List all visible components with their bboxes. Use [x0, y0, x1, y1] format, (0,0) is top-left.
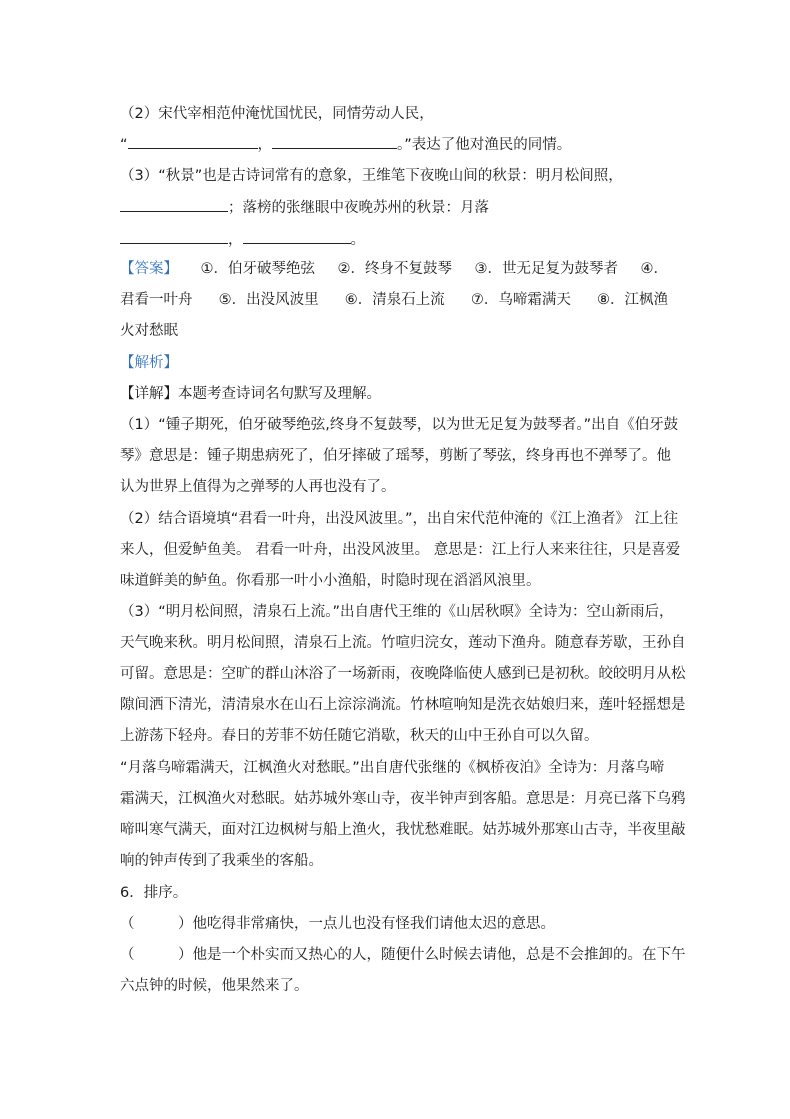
para4-line: 啼叫寒气满天，面对江边枫树与船上渔火，我忧愁难眠。姑苏城外那寒山古寺，半夜里敲 — [120, 822, 686, 838]
q6-title: 6．排序。 — [120, 885, 188, 901]
q6-item-2-line: （ ）他是一个朴实而又热心的人，随便什么时候去请他，总是不会推卸的。在下午 — [120, 947, 686, 963]
answer-item: ⑧．江枫渔 — [597, 292, 668, 308]
answer-row-3: 火对愁眠 — [120, 323, 178, 339]
q3-line3 — [120, 229, 365, 250]
q3-line2 — [120, 197, 489, 218]
q2-line1: （2）宋代宰相范仲淹忧国忧民，同情劳动人民， — [120, 106, 434, 122]
q2-line2 — [120, 134, 571, 155]
detail-line: 【详解】本题考查诗词名句默写及理解。 — [120, 386, 381, 402]
q3-blank-2[interactable] — [120, 229, 228, 244]
answer-item: ③．世无足复为鼓琴者 — [474, 261, 618, 277]
para2-line: 来人，但爱鲈鱼美。 君看一叶舟，出没风波里。 意思是：江上行人来来往往，只是喜爱 — [120, 542, 681, 558]
answer-item: ⑥．清泉石上流 — [344, 292, 445, 308]
answer-item: ⑤．出没风波里 — [218, 292, 319, 308]
q3-end: 。 — [350, 232, 365, 248]
q3-line1: （3）“秋景”也是古诗词常有的意象，王维笔下夜晚山间的秋景：明月松间照， — [120, 168, 623, 184]
para2-line: 味道鲜美的鲈鱼。你看那一叶小小渔船，时隐时现在滔滔风浪里。 — [120, 573, 541, 589]
q3-comma: ， — [228, 232, 243, 248]
answer-item: ①．伯牙破琴绝弦 — [200, 261, 315, 277]
q2-comma: ， — [257, 137, 273, 153]
para3-line: 可留。意思是：空旷的群山沐浴了一场新雨，夜晚降临使人感到已是初秋。皎皎明月从松 — [120, 666, 686, 682]
q6-item-2-line: 六点钟的时候，他果然来了。 — [120, 978, 309, 994]
q3-line2-tail: ；落榜的张继眼中夜晚苏州的秋景：月落 — [228, 200, 489, 216]
answer-item: ④． — [640, 261, 668, 277]
para4-line: “月落乌啼霜满天，江枫渔火对愁眠。”出自唐代张继的《枫桥夜泊》全诗为：月落乌啼 — [120, 760, 665, 776]
answer-item: ②．终身不复鼓琴 — [337, 261, 452, 277]
para3-line: 隙间洒下清光，清清泉水在山石上淙淙淌流。竹林喧响知是洗衣姑娘归来，莲叶轻摇想是 — [120, 697, 686, 713]
q3-blank-1[interactable] — [120, 197, 228, 212]
q2-blank-1[interactable] — [128, 134, 258, 149]
para3-line: 上游荡下轻舟。春日的芳菲不妨任随它消歇，秋天的山中王孙自可以久留。 — [120, 728, 599, 744]
para1-line: 琴》意思是：锺子期患病死了，伯牙摔破了瑶琴，剪断了琴弦，终身再也不弹琴了。他 — [120, 448, 671, 464]
answer-item: ⑦．乌啼霜满天 — [470, 292, 571, 308]
para3-line: （3）“明月松间照，清泉石上流。”出自唐代王维的《山居秋暝》全诗为：空山新雨后， — [120, 604, 674, 620]
analysis-label: 【解析】 — [120, 355, 178, 371]
para4-line: 霜满天，江枫渔火对愁眠。姑苏城外寒山寺，夜半钟声到客船。意思是：月亮已落下乌鸦 — [120, 791, 686, 807]
q2-blank-2[interactable] — [272, 134, 397, 149]
para4-line: 响的钟声传到了我乘坐的客船。 — [120, 853, 323, 869]
para1-line: 认为世界上值得为之弹琴的人再也没有了。 — [120, 479, 396, 495]
para3-line: 天气晚来秋。明月松间照，清泉石上流。竹喧归浣女，莲动下渔舟。随意春芳歇，王孙自 — [120, 635, 686, 651]
q3-blank-3[interactable] — [243, 229, 351, 244]
q6-item-1: （ ）他吃得非常痛快，一点儿也没有怪我们请他太迟的意思。 — [120, 916, 555, 932]
answer-label: 【答案】 — [120, 261, 178, 277]
answer-row-2 — [120, 290, 668, 310]
answer-row-1 — [120, 259, 668, 279]
para2-line: （2）结合语境填“君看一叶舟，出没风波里。”，出自宋代范仲淹的《江上渔者》 江上往 — [120, 511, 679, 527]
answer-item: 君看一叶舟 — [120, 292, 193, 308]
para1-line: （1）“锺子期死，伯牙破琴绝弦,终身不复鼓琴，以为世无足复为鼓琴者。”出自《伯牙鼓 — [120, 417, 679, 433]
q2-open-quote: “ — [120, 137, 128, 153]
q2-tail: 。”表达了他对渔民的同情。 — [397, 137, 572, 153]
